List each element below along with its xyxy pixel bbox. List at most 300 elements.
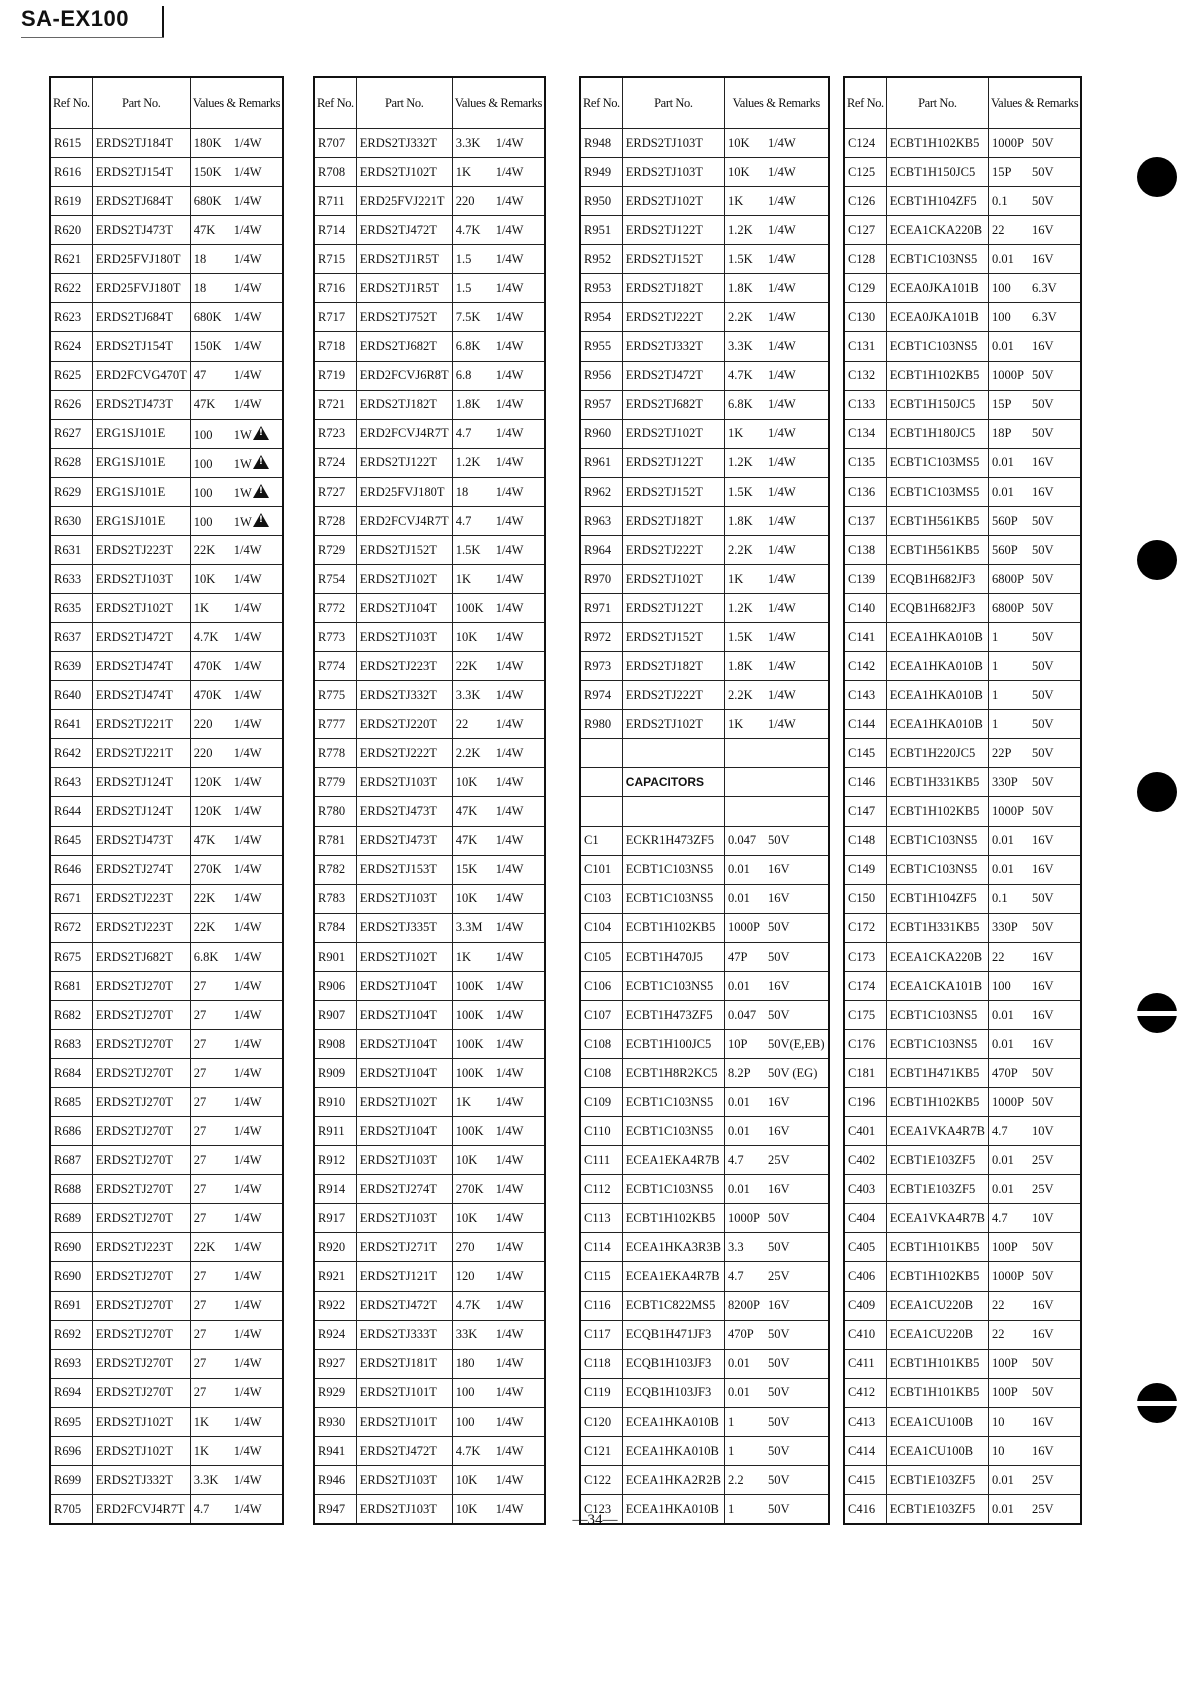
rating: 16V — [767, 1298, 790, 1313]
column-header-values: Values & Remarks — [988, 77, 1081, 129]
table-row — [314, 419, 545, 448]
table-row — [314, 158, 545, 187]
value: 120K — [193, 804, 222, 819]
rating: 16V — [1031, 1298, 1054, 1313]
part-no: ECEA1CU100B — [886, 1436, 988, 1465]
value: 4.7 — [991, 1123, 1008, 1138]
value: 27 — [193, 1065, 207, 1080]
table-row — [844, 623, 1081, 652]
parts-table-3 — [579, 76, 830, 1525]
table-row — [580, 797, 829, 826]
ref-no: R929 — [314, 1378, 356, 1407]
rating: 1/4W — [767, 310, 796, 325]
rating: 25V — [1031, 1152, 1054, 1167]
part-no: ERDS2TJ102T — [92, 1436, 190, 1465]
values-remarks — [190, 216, 283, 245]
value: 1 — [991, 658, 999, 673]
part-no: ECBT1H102KB5 — [622, 913, 724, 942]
value: 330P — [991, 920, 1018, 935]
table-row — [580, 564, 829, 593]
table-row — [580, 448, 829, 477]
ref-no: R690 — [50, 1262, 92, 1291]
ref-no: R631 — [50, 535, 92, 564]
part-no: ERDS2TJ221T — [92, 710, 190, 739]
value: 1K — [727, 426, 744, 441]
part-no: ERG1SJ101E — [92, 448, 190, 477]
values-remarks — [988, 1146, 1081, 1175]
table-row — [844, 1465, 1081, 1494]
ref-no: R641 — [50, 710, 92, 739]
values-remarks — [724, 1407, 828, 1436]
table-row — [50, 564, 283, 593]
values-remarks — [452, 216, 545, 245]
values-remarks — [452, 652, 545, 681]
value: 680K — [193, 310, 222, 325]
values-remarks — [452, 1059, 545, 1088]
table-row — [580, 1175, 829, 1204]
rating: 1/4W — [495, 455, 524, 470]
part-no: ERD2FCVG470T — [92, 361, 190, 390]
column-header-ref: Ref No. — [844, 77, 886, 129]
values-remarks — [452, 884, 545, 913]
part-no: ERDS2TJ472T — [622, 361, 724, 390]
part-no: ECBT1C103NS5 — [886, 1029, 988, 1058]
ref-no: C149 — [844, 855, 886, 884]
value: 4.7K — [455, 222, 481, 237]
values-remarks — [724, 1436, 828, 1465]
ref-no: R714 — [314, 216, 356, 245]
ref-no: R947 — [314, 1494, 356, 1524]
value: 270K — [455, 1182, 484, 1197]
table-row — [844, 303, 1081, 332]
part-no: ERDS2TJ103T — [356, 1465, 452, 1494]
part-no: ERDS2TJ270T — [92, 1204, 190, 1233]
ref-no: C145 — [844, 739, 886, 768]
ref-no: C416 — [844, 1494, 886, 1524]
rating: 16V — [767, 1123, 790, 1138]
ref-no: R624 — [50, 332, 92, 361]
ref-no: R719 — [314, 361, 356, 390]
part-no: ERDS2TJ270T — [92, 1378, 190, 1407]
part-no: ERDS2TJ684T — [92, 303, 190, 332]
table-row — [314, 739, 545, 768]
value: 4.7 — [193, 1501, 210, 1516]
value: 4.7K — [727, 368, 753, 383]
value: 1K — [455, 949, 471, 964]
ref-no: C176 — [844, 1029, 886, 1058]
value: 1 — [991, 687, 999, 702]
table-row — [580, 1117, 829, 1146]
values-remarks — [724, 1465, 828, 1494]
part-no: ERDS2TJ122T — [622, 448, 724, 477]
rating: 1/4W — [495, 862, 524, 877]
value: 100 — [455, 1414, 475, 1429]
rating: 1/4W — [495, 222, 524, 237]
rating: 1/4W — [495, 1269, 524, 1284]
rating: 16V — [1031, 252, 1054, 267]
values-remarks — [190, 506, 283, 535]
value: 7.5K — [455, 310, 481, 325]
page-number: —34— — [572, 1512, 618, 1528]
table-row — [314, 1146, 545, 1175]
part-no: ECEA1VKA4R7B — [886, 1117, 988, 1146]
part-no: ERDS2TJ270T — [92, 1029, 190, 1058]
value: 27 — [193, 1211, 207, 1226]
value: 4.7K — [193, 629, 219, 644]
rating: 1/4W — [233, 397, 262, 412]
table-row — [580, 477, 829, 506]
values-remarks — [190, 623, 283, 652]
values-remarks — [190, 1378, 283, 1407]
table-row — [580, 768, 829, 797]
column-header-part: Part No. — [622, 77, 724, 129]
ref-no: C134 — [844, 419, 886, 448]
values-remarks — [724, 506, 828, 535]
ref-no: R951 — [580, 216, 622, 245]
ref-no: C1 — [580, 826, 622, 855]
table-row — [580, 913, 829, 942]
values-remarks — [988, 535, 1081, 564]
part-no: ERDS2TJ102T — [356, 158, 452, 187]
rating: 1/4W — [495, 1443, 524, 1458]
values-remarks — [190, 1175, 283, 1204]
rating: 1/4W — [495, 1414, 524, 1429]
part-no: ECBT1H470J5 — [622, 942, 724, 971]
ref-no: R691 — [50, 1291, 92, 1320]
value: 220 — [193, 717, 213, 732]
values-remarks — [452, 1378, 545, 1407]
ref-no: R685 — [50, 1088, 92, 1117]
ref-no: C103 — [580, 884, 622, 913]
value: 22K — [193, 1240, 216, 1255]
values-remarks — [724, 216, 828, 245]
ref-no: C174 — [844, 971, 886, 1000]
values-remarks — [452, 797, 545, 826]
part-no: ERDS2TJ122T — [622, 594, 724, 623]
rating: 1/4W — [233, 1501, 262, 1516]
table-row — [50, 710, 283, 739]
rating: 50V — [1031, 717, 1054, 732]
ref-no: C136 — [844, 477, 886, 506]
table-row — [580, 129, 829, 158]
value: 3.3K — [727, 339, 753, 354]
value: 18 — [455, 484, 469, 499]
ref-no: R955 — [580, 332, 622, 361]
values-remarks — [190, 129, 283, 158]
part-no: ERDS2TJ152T — [356, 535, 452, 564]
parts-table-1 — [49, 76, 284, 1525]
part-no: ECEA1HKA010B — [622, 1407, 724, 1436]
rating: 50V — [1031, 542, 1054, 557]
value: 10K — [193, 571, 216, 586]
table-row — [844, 448, 1081, 477]
ref-no: R633 — [50, 564, 92, 593]
part-no: ERDS2TJ102T — [356, 942, 452, 971]
rating: 1/4W — [767, 281, 796, 296]
table-row — [844, 361, 1081, 390]
table-row — [50, 129, 283, 158]
rating: 1/4W — [495, 1065, 524, 1080]
value: 27 — [193, 1327, 207, 1342]
ref-no: C137 — [844, 506, 886, 535]
part-no: ERDS2TJ102T — [622, 187, 724, 216]
value: 4.7K — [455, 1298, 481, 1313]
table-row — [50, 623, 283, 652]
values-remarks — [724, 419, 828, 448]
values-remarks — [724, 158, 828, 187]
ref-no: R778 — [314, 739, 356, 768]
rating: 1/4W — [233, 1036, 262, 1051]
values-remarks — [190, 1059, 283, 1088]
rating: 25V — [767, 1269, 790, 1284]
table-row — [50, 187, 283, 216]
table-row — [314, 448, 545, 477]
ref-no: C181 — [844, 1059, 886, 1088]
value: 22 — [991, 1327, 1005, 1342]
values-remarks — [724, 1204, 828, 1233]
ref-no: R682 — [50, 1000, 92, 1029]
ref-no: R640 — [50, 681, 92, 710]
part-no: ERDS2TJ102T — [356, 564, 452, 593]
ref-no: C413 — [844, 1407, 886, 1436]
part-no: ERDS2TJ101T — [356, 1407, 452, 1436]
rating: 1/4W — [233, 1065, 262, 1080]
value: 6.8 — [455, 368, 472, 383]
value: 27 — [193, 978, 207, 993]
part-no: ERDS2TJ270T — [92, 1117, 190, 1146]
rating: 50V — [767, 1007, 790, 1022]
table-row — [580, 1262, 829, 1291]
ref-no: R727 — [314, 477, 356, 506]
rating: 1/4W — [233, 1182, 262, 1197]
ref-no: C141 — [844, 623, 886, 652]
value: 0.01 — [727, 862, 750, 877]
table-row — [314, 797, 545, 826]
ref-no: R619 — [50, 187, 92, 216]
ref-no: C121 — [580, 1436, 622, 1465]
part-no: ERDS2TJ752T — [356, 303, 452, 332]
table-row — [844, 216, 1081, 245]
table-row — [50, 506, 283, 535]
values-remarks — [190, 361, 283, 390]
table-row — [50, 942, 283, 971]
part-no: ERDS2TJ182T — [622, 506, 724, 535]
ref-no: R781 — [314, 826, 356, 855]
value: 3.3 — [727, 1240, 744, 1255]
part-no: ERDS2TJ472T — [356, 1436, 452, 1465]
rating: 50V — [1031, 600, 1054, 615]
table-row — [580, 1291, 829, 1320]
ref-no: R623 — [50, 303, 92, 332]
value: 1.8K — [727, 281, 753, 296]
part-no: ERDS2TJ103T — [356, 884, 452, 913]
ref-no: R695 — [50, 1407, 92, 1436]
ref-no: R917 — [314, 1204, 356, 1233]
values-remarks — [452, 1117, 545, 1146]
part-no: ECEA1HKA010B — [622, 1436, 724, 1465]
part-no: ERDS2TJ474T — [92, 681, 190, 710]
part-no: ECBT1H104ZF5 — [886, 884, 988, 913]
table-row — [50, 1233, 283, 1262]
ref-no: R625 — [50, 361, 92, 390]
values-remarks — [724, 826, 828, 855]
table-row — [314, 826, 545, 855]
value: 1K — [455, 1094, 471, 1109]
rating: 50V — [767, 1501, 790, 1516]
ref-no: R621 — [50, 245, 92, 274]
rating: 50V — [767, 1240, 790, 1255]
value: 1K — [455, 571, 471, 586]
part-no: ERDS2TJ104T — [356, 1117, 452, 1146]
ref-no: C130 — [844, 303, 886, 332]
value: 15P — [991, 397, 1012, 412]
part-no: ECEA1HKA010B — [886, 623, 988, 652]
ref-no: R721 — [314, 390, 356, 419]
ref-no: R974 — [580, 681, 622, 710]
values-remarks — [988, 797, 1081, 826]
part-no: ECEA1CKA101B — [886, 971, 988, 1000]
rating: 50V — [1031, 513, 1054, 528]
table-row — [314, 971, 545, 1000]
table-row — [844, 1291, 1081, 1320]
part-no: ECBT1H101KB5 — [886, 1378, 988, 1407]
value: 1.5K — [727, 484, 753, 499]
column-header-ref: Ref No. — [314, 77, 356, 129]
table-row — [50, 216, 283, 245]
title-rule-vertical — [162, 6, 164, 38]
value: 0.1 — [991, 891, 1008, 906]
values-remarks — [988, 274, 1081, 303]
values-remarks — [190, 1117, 283, 1146]
table-row — [314, 1117, 545, 1146]
part-no: ECBT1H561KB5 — [886, 506, 988, 535]
ref-no: R779 — [314, 768, 356, 797]
rating: 1/4W — [767, 193, 796, 208]
value: 120 — [455, 1269, 475, 1284]
value: 47K — [193, 833, 216, 848]
part-no: ERDS2TJ335T — [356, 913, 452, 942]
ref-no: C128 — [844, 245, 886, 274]
table-row — [844, 1378, 1081, 1407]
part-no: ERDS2TJ121T — [356, 1262, 452, 1291]
table-row — [314, 1291, 545, 1320]
values-remarks — [452, 913, 545, 942]
value: 27 — [193, 1123, 207, 1138]
part-no: ECEA1HKA010B — [886, 710, 988, 739]
rating: 1/4W — [233, 542, 262, 557]
table-row — [50, 884, 283, 913]
value: 220 — [455, 193, 475, 208]
rating: 16V — [1031, 1327, 1054, 1342]
value: 0.01 — [727, 1123, 750, 1138]
table-row — [314, 594, 545, 623]
part-no: ECBT1E103ZF5 — [886, 1494, 988, 1524]
table-row — [50, 274, 283, 303]
ref-no: R922 — [314, 1291, 356, 1320]
table-row — [844, 564, 1081, 593]
values-remarks — [988, 884, 1081, 913]
ref-no: R671 — [50, 884, 92, 913]
value: 10 — [991, 1443, 1005, 1458]
rating: 1/4W — [767, 658, 796, 673]
ref-no: C150 — [844, 884, 886, 913]
ref-no: C123 — [580, 1494, 622, 1524]
values-remarks — [452, 361, 545, 390]
value: 27 — [193, 1269, 207, 1284]
rating: 1/4W — [495, 1298, 524, 1313]
rating: 10V — [1031, 1211, 1054, 1226]
values-remarks — [190, 1204, 283, 1233]
part-no: ECBT1H100JC5 — [622, 1029, 724, 1058]
value: 0.01 — [991, 339, 1014, 354]
value: 100 — [193, 515, 213, 530]
rating: 1/4W — [233, 1007, 262, 1022]
value: 18 — [193, 252, 207, 267]
table-row — [844, 1000, 1081, 1029]
table-row — [844, 826, 1081, 855]
value: 47 — [193, 368, 207, 383]
value: 8.2P — [727, 1065, 751, 1080]
ref-no: C133 — [844, 390, 886, 419]
table-row — [314, 942, 545, 971]
values-remarks — [724, 681, 828, 710]
rating: 1/4W — [495, 717, 524, 732]
part-no: ECBT1C103NS5 — [622, 1088, 724, 1117]
values-remarks — [724, 797, 828, 826]
binder-hole-icon — [1137, 1383, 1177, 1423]
table-row — [314, 216, 545, 245]
values-remarks — [452, 535, 545, 564]
value: 0.047 — [727, 833, 757, 848]
values-remarks — [988, 971, 1081, 1000]
values-remarks — [988, 594, 1081, 623]
table-row — [844, 1233, 1081, 1262]
value: 1.5 — [455, 252, 472, 267]
ref-no: R687 — [50, 1146, 92, 1175]
values-remarks — [190, 1262, 283, 1291]
value: 47K — [193, 397, 216, 412]
table-row — [580, 158, 829, 187]
column-header-ref: Ref No. — [50, 77, 92, 129]
values-remarks — [724, 303, 828, 332]
ref-no: C146 — [844, 768, 886, 797]
rating: 1/4W — [495, 368, 524, 383]
ref-no: R699 — [50, 1465, 92, 1494]
value: 1.2K — [727, 222, 753, 237]
rating: 1/4W — [767, 687, 796, 702]
part-no: ECEA1EKA4R7B — [622, 1146, 724, 1175]
ref-no: R628 — [50, 448, 92, 477]
part-no: ERDS2TJ124T — [92, 768, 190, 797]
value: 0.01 — [991, 1472, 1014, 1487]
ref-no: R689 — [50, 1204, 92, 1233]
rating: 1/4W — [233, 222, 262, 237]
table-row — [50, 594, 283, 623]
values-remarks — [452, 971, 545, 1000]
part-no: ERDS2TJ223T — [356, 652, 452, 681]
part-no: ECQB1H471JF3 — [622, 1320, 724, 1349]
values-remarks — [988, 1233, 1081, 1262]
value: 100K — [455, 1007, 484, 1022]
value: 4.7 — [455, 426, 472, 441]
value: 10K — [455, 891, 478, 906]
table-row — [314, 332, 545, 361]
value: 1.5 — [455, 281, 472, 296]
values-remarks — [988, 681, 1081, 710]
model-title: SA-EX100 — [21, 6, 129, 31]
value: 18 — [193, 281, 207, 296]
part-no: ERDS2TJ104T — [356, 594, 452, 623]
